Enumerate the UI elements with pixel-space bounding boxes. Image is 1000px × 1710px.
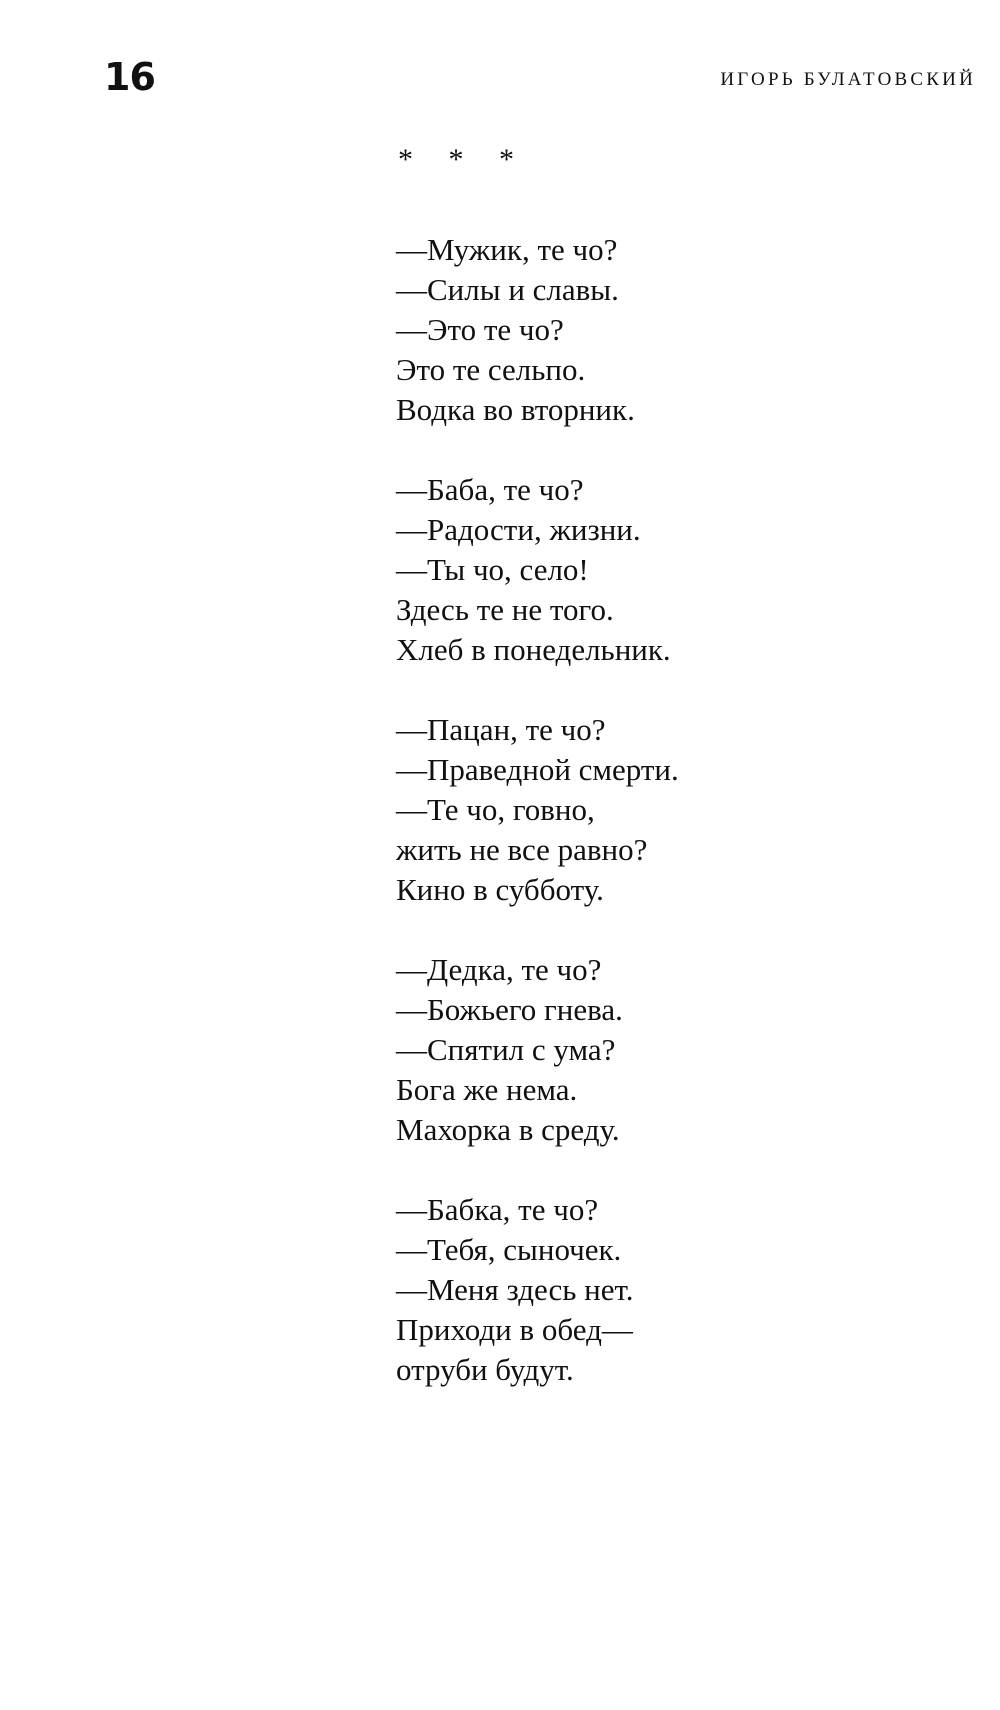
poem-line: —Тебя, сыночек.	[396, 1232, 622, 1267]
poem-line: —Спятил с ума?	[396, 1032, 616, 1067]
poem-line: Бога же нема.	[396, 1072, 578, 1107]
poem-line: Водка во вторник.	[396, 392, 635, 427]
poem-line: —Праведной смерти.	[396, 752, 679, 787]
poem-line: —Дедка, те чо?	[396, 952, 602, 987]
poem-line: —Божьего гнева.	[396, 992, 623, 1027]
stanza	[396, 950, 679, 1150]
poem-line: жить не все равно?	[396, 832, 648, 867]
running-header: ИГОРЬ БУЛАТОВСКИЙ	[720, 69, 976, 90]
poem-body	[396, 230, 679, 1430]
stanza	[396, 1190, 679, 1390]
poem-line: —Пацан, те чо?	[396, 712, 606, 747]
poem-line: Здесь те не того.	[396, 592, 614, 627]
poem-line: Хлеб в понедельник.	[396, 632, 671, 667]
poem-line: —Баба, те чо?	[396, 472, 584, 507]
poem-line: —Мужик, те чо?	[396, 232, 618, 267]
poem-line: —Радости, жизни.	[396, 512, 641, 547]
poem-line: Махорка в среду.	[396, 1112, 620, 1147]
stanza-separator: * * *	[398, 143, 528, 176]
poem-line: —Те чо, говно,	[396, 792, 595, 827]
poem-line: Это те сельпо.	[396, 352, 586, 387]
poem-line: —Ты чо, село!	[396, 552, 589, 587]
stanza	[396, 710, 679, 910]
stanza	[396, 230, 679, 430]
page-number: 16	[104, 55, 155, 99]
poem-line: —Это те чо?	[396, 312, 564, 347]
poem-line: отруби будут.	[396, 1352, 574, 1387]
poem-line: Кино в субботу.	[396, 872, 604, 907]
poem-line: Приходи в обед—	[396, 1312, 633, 1347]
stanza	[396, 470, 679, 670]
poem-line: —Меня здесь нет.	[396, 1272, 634, 1307]
poem-line: —Силы и славы.	[396, 272, 619, 307]
poem-line: —Бабка, те чо?	[396, 1192, 599, 1227]
